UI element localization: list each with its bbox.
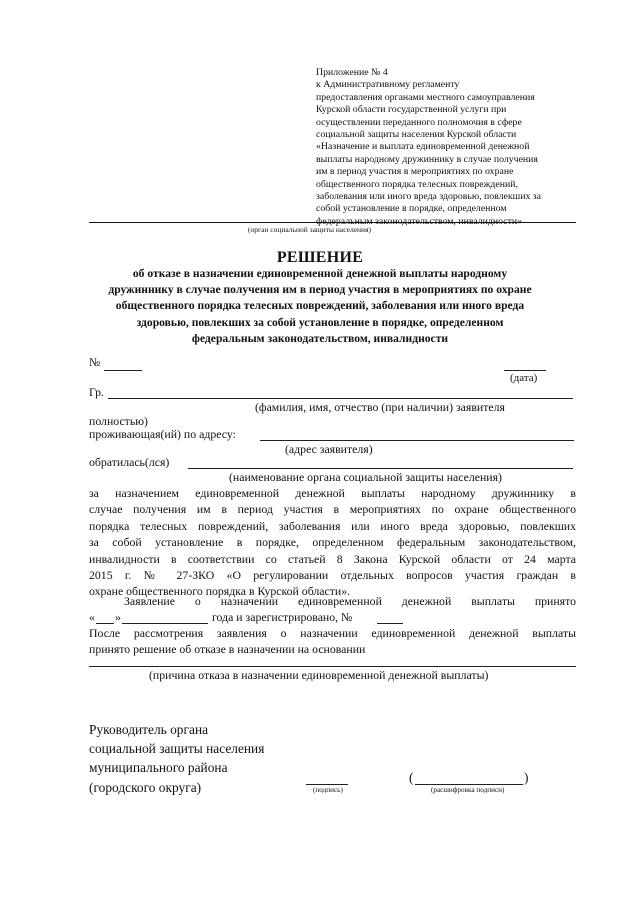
annex-line: заболевания или иного вреда здоровью, повлекших за (316, 191, 542, 203)
subtitle-line: об отказе в назначении единовременной денежной выплаты народному (132, 267, 508, 280)
annex-line: федеральным законодательством, инвалидности» (316, 215, 523, 227)
decoding-caption: (расшифровка подписи) (431, 786, 505, 794)
document-subtitle (70, 266, 570, 347)
signature-decoding-field[interactable] (415, 784, 523, 785)
annex-line: Приложение № 4 (316, 67, 388, 78)
month-year-field[interactable] (122, 623, 208, 624)
paren-close: ) (524, 770, 529, 785)
subtitle-line: здоровью, повлекших за собой установление в порядке, определенном (136, 315, 504, 329)
reason-caption: (причина отказа в назначении единовременной денежной выплаты) (149, 668, 489, 682)
fio-caption-cont: полностью) (89, 414, 148, 428)
year-registered-text: года и зарегистрировано, № (212, 610, 353, 624)
reason-field[interactable] (89, 666, 576, 667)
quote-close: » (115, 610, 121, 624)
body-line: порядка телесных повреждений, заболевания или иного вреда здоровью, повлекших (89, 518, 576, 533)
signature-field[interactable] (306, 784, 348, 785)
statement-line: Заявление о назначении единовременной денежной выплаты принято (124, 594, 576, 608)
annex-line: выплаты народному дружиннику в случае получения (316, 153, 538, 165)
annex-line: Курской области государственной услуги при (316, 104, 507, 116)
paren-open: ( (409, 770, 414, 785)
quote-open: « (89, 610, 95, 624)
annex-line: собой установление в порядке, определенном (316, 203, 507, 215)
body-line: инвалидности в соответствии со статьей 8 Закона Курской области от 24 марта (89, 551, 576, 566)
annex-line: социальной защиты населения Курской области (316, 129, 517, 141)
registration-number-field[interactable] (377, 623, 403, 624)
organ-caption: (орган социальной защиты населения) (248, 225, 372, 234)
address-label: проживающая(ий) по адресу: (89, 427, 236, 441)
subtitle-line: общественного порядка телесных повреждений, заболевания или иного вреда (115, 299, 525, 313)
body-line: за назначением единовременной денежной выплаты народному дружиннику в (89, 486, 576, 500)
head-signatory (89, 720, 264, 797)
applied-caption: (наименование органа социальной защиты населения) (229, 470, 502, 484)
applied-label: обратилась(лся) (89, 455, 170, 469)
address-caption: (адрес заявителя) (285, 442, 373, 456)
head-line: муниципального района (89, 760, 228, 776)
decision-line-1: После рассмотрения заявления о назначении единовременной денежной выплаты (89, 626, 576, 640)
body-line: случае получения им в период участия в мероприятиях по охране общественного (89, 502, 576, 517)
body-line: за собой установление в порядке, определенном федеральным законодательством, (89, 535, 576, 550)
body-last-line: охране общественного порядка в Курской области». (89, 584, 351, 599)
number-field[interactable] (104, 370, 142, 371)
body-line: 2015 г. № 27-ЗКО «О регулировании отдельных вопросов участия граждан в (89, 567, 576, 582)
annex-block (316, 67, 576, 228)
annex-line: осуществлении переданного полномочия в сфере (316, 116, 522, 128)
address-field[interactable] (260, 440, 574, 441)
head-line: Руководитель органа (89, 722, 209, 737)
applied-organ-field[interactable] (188, 468, 573, 469)
annex-line: предоставления органами местного самоуправления (316, 91, 535, 103)
subtitle-line: федеральным законодательством, инвалидности (191, 331, 449, 345)
annex-line: общественного порядка телесных повреждений, (316, 178, 518, 190)
citizen-name-field[interactable] (108, 398, 573, 399)
body-paragraph (89, 485, 576, 600)
annex-line: «Назначение и выплата единовременной денежной (316, 141, 530, 153)
annex-line: им в период участия в мероприятиях по охране (316, 166, 514, 178)
signature-caption: (подпись) (313, 786, 343, 794)
head-line: социальной защиты населения (89, 741, 265, 757)
organ-name-line (89, 222, 576, 223)
annex-line: к Административному регламенту (316, 79, 460, 91)
number-label: № (89, 355, 101, 369)
date-field[interactable] (504, 370, 546, 371)
decision-line-2: принято решение об отказе в назначении на основании (89, 642, 366, 656)
day-field[interactable] (96, 623, 114, 624)
fio-caption: (фамилия, имя, отчество (при наличии) заявителя (255, 400, 505, 414)
head-line: (городского округа) (89, 779, 202, 795)
subtitle-line: дружиннику в случае получения им в период участия в мероприятиях по охране (108, 283, 532, 297)
document-title: РЕШЕНИЕ (276, 249, 364, 266)
date-caption: (дата) (510, 372, 538, 384)
citizen-label: Гр. (89, 385, 104, 399)
